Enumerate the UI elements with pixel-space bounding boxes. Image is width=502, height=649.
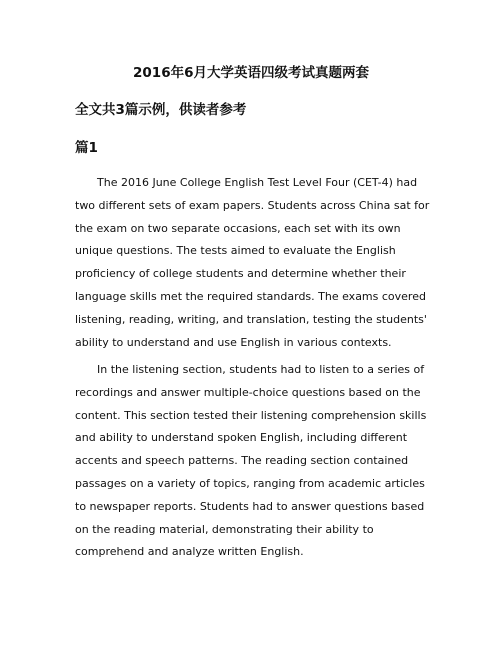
paragraph-2: In the listening section, students had to listen to a series of recordings and answer multiple-choice questions based on the content. This section tested their listening comprehension skills and ability to understand spoken English, including different accents and speech patterns. The reading section contained passages on a variety of topics, ranging from academic articles to newspaper reports. Students had to answer questions based on the reading material, demonstrating their ability to comprehend and analyze written English. — [75, 363, 427, 559]
paragraph-1: The 2016 June College English Test Level Four (CET-4) had two different sets of exam papers. Students across China sat for the exam on two separate occasions, each set with its own unique questions. The tests aimed to evaluate the English proficiency of college students and determine whether their language skills met the required standards. The exams covered listening, reading, writing, and translation, testing the students' ability to understand and use English in various contexts. — [75, 176, 430, 349]
document-subtitle: 全文共3篇示例，供读者参考 — [75, 102, 247, 118]
section-heading: 篇1 — [75, 140, 98, 156]
document-title: 2016年6月大学英语四级考试真题两套 — [133, 65, 369, 81]
